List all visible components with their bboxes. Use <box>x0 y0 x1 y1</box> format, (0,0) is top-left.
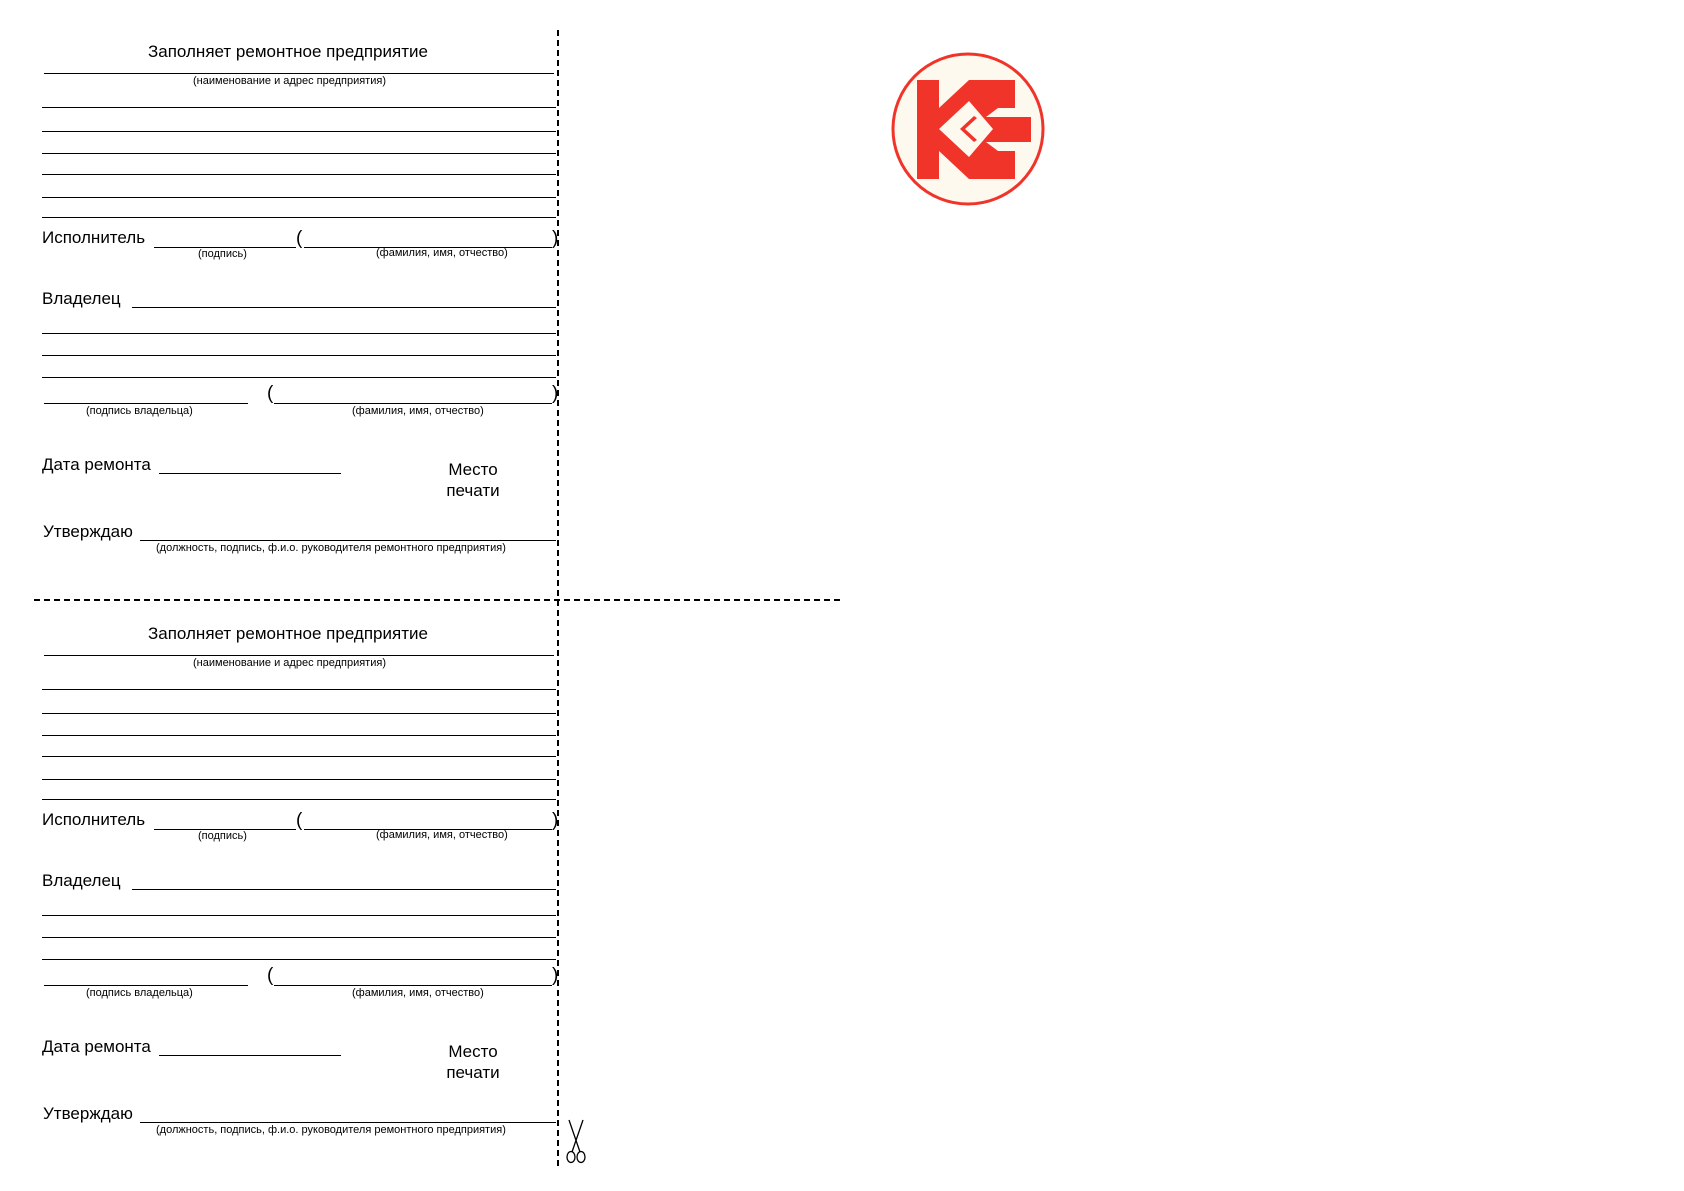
owner-line[interactable] <box>42 377 556 378</box>
fullname-caption: (фамилия, имя, отчество) <box>376 829 508 841</box>
enterprise-address-line[interactable] <box>42 713 556 714</box>
enterprise-caption: (наименование и адрес предприятия) <box>193 75 386 87</box>
approve-caption: (должность, подпись, ф.и.о. руководителя ремонтного предприятия) <box>156 1124 506 1136</box>
form-heading: Заполняет ремонтное предприятие <box>148 42 428 61</box>
enterprise-address-line[interactable] <box>42 174 556 175</box>
open-paren: ( <box>296 810 303 831</box>
enterprise-address-line[interactable] <box>42 131 556 132</box>
enterprise-address-line[interactable] <box>42 107 556 108</box>
enterprise-address-line[interactable] <box>42 735 556 736</box>
repair-date-label: Дата ремонта <box>42 1037 151 1056</box>
approve-line[interactable] <box>140 1122 556 1123</box>
executor-label: Исполнитель <box>42 810 146 829</box>
owner-line[interactable] <box>42 959 556 960</box>
owner-line[interactable] <box>42 355 556 356</box>
repair-date-line[interactable] <box>159 473 341 474</box>
owner-line[interactable] <box>42 333 556 334</box>
signature-caption: (подпись) <box>198 248 247 260</box>
signature-caption: (подпись) <box>198 830 247 842</box>
owner-fullname-line[interactable] <box>274 403 552 404</box>
owner-signature-caption: (подпись владельца) <box>86 987 193 999</box>
enterprise-caption: (наименование и адрес предприятия) <box>193 657 386 669</box>
enterprise-address-line[interactable] <box>42 779 556 780</box>
enterprise-address-line[interactable] <box>42 197 556 198</box>
executor-label: Исполнитель <box>42 228 146 247</box>
owner-label: Владелец <box>42 871 121 890</box>
approve-line[interactable] <box>140 540 556 541</box>
fullname-caption: (фамилия, имя, отчество) <box>376 247 508 259</box>
enterprise-address-line[interactable] <box>42 153 556 154</box>
owner-line[interactable] <box>132 307 556 308</box>
approve-caption: (должность, подпись, ф.и.о. руководителя ремонтного предприятия) <box>156 542 506 554</box>
owner-fullname-caption: (фамилия, имя, отчество) <box>352 987 484 999</box>
open-paren: ( <box>267 383 274 404</box>
close-paren: ) <box>552 965 559 986</box>
repair-coupon-top <box>40 0 558 560</box>
approve-label: Утверждаю <box>43 1104 133 1123</box>
owner-label: Владелец <box>42 289 121 308</box>
close-paren: ) <box>552 228 559 249</box>
repair-date-line[interactable] <box>159 1055 341 1056</box>
repair-coupon-bottom <box>40 582 558 1142</box>
open-paren: ( <box>267 965 274 986</box>
owner-signature-line[interactable] <box>44 985 248 986</box>
scissors-icon <box>563 1118 589 1164</box>
open-paren: ( <box>296 228 303 249</box>
enterprise-address-line[interactable] <box>42 799 556 800</box>
enterprise-name-line[interactable] <box>44 655 554 656</box>
vertical-cut-line <box>557 30 559 1166</box>
owner-line[interactable] <box>42 915 556 916</box>
stamp-line1: Место <box>448 1042 498 1061</box>
close-paren: ) <box>552 810 559 831</box>
stamp-place <box>433 459 513 501</box>
owner-fullname-line[interactable] <box>274 985 552 986</box>
owner-line[interactable] <box>42 937 556 938</box>
company-logo-icon <box>891 52 1045 206</box>
owner-signature-line[interactable] <box>44 403 248 404</box>
approve-label: Утверждаю <box>43 522 133 541</box>
stamp-line2: печати <box>446 1063 500 1082</box>
enterprise-address-line[interactable] <box>42 689 556 690</box>
owner-signature-caption: (подпись владельца) <box>86 405 193 417</box>
stamp-line2: печати <box>446 481 500 500</box>
form-heading: Заполняет ремонтное предприятие <box>148 624 428 643</box>
enterprise-name-line[interactable] <box>44 73 554 74</box>
stamp-place <box>433 1041 513 1083</box>
repair-date-label: Дата ремонта <box>42 455 151 474</box>
owner-line[interactable] <box>132 889 556 890</box>
close-paren: ) <box>552 383 559 404</box>
stamp-line1: Место <box>448 460 498 479</box>
horizontal-cut-line <box>34 599 840 601</box>
owner-fullname-caption: (фамилия, имя, отчество) <box>352 405 484 417</box>
enterprise-address-line[interactable] <box>42 217 556 218</box>
enterprise-address-line[interactable] <box>42 756 556 757</box>
